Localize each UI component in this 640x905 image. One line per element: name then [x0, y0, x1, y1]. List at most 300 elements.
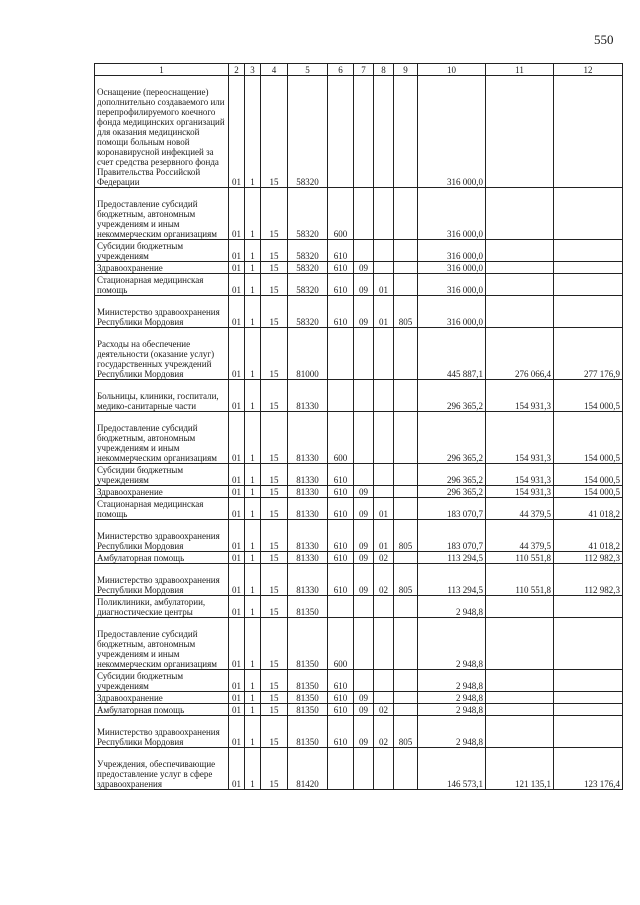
row-value-cell: 15 [261, 262, 288, 274]
row-value-cell: 81350 [288, 704, 328, 716]
row-value-cell [354, 412, 374, 464]
row-name-cell: Предоставление субсидий бюджетным, автономным учреждениям и иным некоммерческим организациям [95, 618, 229, 670]
row-value-cell [374, 380, 394, 412]
row-value-cell [554, 262, 623, 274]
row-value-cell: 01 [229, 704, 245, 716]
row-value-cell: 81330 [288, 520, 328, 552]
row-value-cell: 113 294,5 [418, 552, 486, 564]
table-row [95, 748, 623, 790]
row-value-cell: 01 [229, 380, 245, 412]
row-value-cell: 610 [328, 498, 354, 520]
row-value-cell: 15 [261, 564, 288, 596]
row-value-cell: 805 [394, 520, 418, 552]
row-value-cell: 15 [261, 328, 288, 380]
row-value-cell: 15 [261, 520, 288, 552]
row-name-cell: Больницы, клиники, госпитали, медико-санитарные части [95, 380, 229, 412]
row-value-cell: 09 [354, 704, 374, 716]
row-value-cell: 15 [261, 618, 288, 670]
row-value-cell: 01 [374, 274, 394, 296]
row-value-cell [354, 328, 374, 380]
row-value-cell [554, 618, 623, 670]
row-value-cell: 1 [245, 564, 261, 596]
header-cell: 1 [95, 64, 229, 76]
row-value-cell [486, 76, 554, 188]
row-value-cell [394, 412, 418, 464]
row-value-cell: 805 [394, 564, 418, 596]
row-value-cell: 15 [261, 188, 288, 240]
row-value-cell: 01 [229, 486, 245, 498]
row-value-cell: 09 [354, 564, 374, 596]
table-row [95, 692, 623, 704]
row-value-cell: 58320 [288, 262, 328, 274]
row-value-cell: 09 [354, 262, 374, 274]
row-value-cell: 15 [261, 670, 288, 692]
header-cell: 3 [245, 64, 261, 76]
table-row [95, 498, 623, 520]
row-value-cell: 277 176,9 [554, 328, 623, 380]
row-value-cell: 09 [354, 552, 374, 564]
row-value-cell [374, 464, 394, 486]
row-value-cell: 81350 [288, 670, 328, 692]
row-value-cell: 1 [245, 262, 261, 274]
row-name-cell: Субсидии бюджетным учреждениям [95, 670, 229, 692]
row-value-cell: 81350 [288, 596, 328, 618]
row-value-cell: 15 [261, 704, 288, 716]
table-row [95, 564, 623, 596]
row-value-cell: 81330 [288, 552, 328, 564]
row-value-cell [354, 188, 374, 240]
row-value-cell: 154 931,3 [486, 486, 554, 498]
row-value-cell [374, 670, 394, 692]
row-value-cell: 15 [261, 748, 288, 790]
row-value-cell [554, 274, 623, 296]
row-name-cell: Министерство здравоохранения Республики Мордовия [95, 716, 229, 748]
row-value-cell: 01 [229, 520, 245, 552]
table-row [95, 76, 623, 188]
row-value-cell [554, 716, 623, 748]
row-value-cell [394, 76, 418, 188]
row-value-cell: 1 [245, 618, 261, 670]
row-value-cell: 81350 [288, 716, 328, 748]
row-value-cell: 09 [354, 296, 374, 328]
row-value-cell: 600 [328, 188, 354, 240]
row-value-cell: 02 [374, 704, 394, 716]
row-value-cell: 09 [354, 520, 374, 552]
row-value-cell: 09 [354, 498, 374, 520]
row-value-cell: 01 [229, 692, 245, 704]
row-value-cell [394, 486, 418, 498]
row-value-cell: 1 [245, 692, 261, 704]
row-name-cell: Здравоохранение [95, 262, 229, 274]
row-value-cell: 445 887,1 [418, 328, 486, 380]
row-value-cell: 15 [261, 464, 288, 486]
row-value-cell: 1 [245, 240, 261, 262]
table-row [95, 716, 623, 748]
row-value-cell: 81330 [288, 564, 328, 596]
row-value-cell: 110 551,8 [486, 564, 554, 596]
table-row [95, 704, 623, 716]
row-value-cell [486, 716, 554, 748]
row-value-cell: 1 [245, 596, 261, 618]
row-name-cell: Оснащение (переоснащение) дополнительно создаваемого или перепрофилируемого коечного фонда медицинских организаций для оказания медицинской помощи больным новой коронавирусной инфекцией за счет средства резервного фонда Правительства Российской Федерации [95, 76, 229, 188]
row-name-cell: Субсидии бюджетным учреждениям [95, 464, 229, 486]
row-value-cell [394, 692, 418, 704]
row-value-cell [354, 240, 374, 262]
row-value-cell [354, 464, 374, 486]
header-cell: 11 [486, 64, 554, 76]
table-row [95, 618, 623, 670]
row-value-cell: 316 000,0 [418, 188, 486, 240]
row-value-cell: 121 135,1 [486, 748, 554, 790]
row-value-cell: 610 [328, 262, 354, 274]
row-value-cell: 15 [261, 412, 288, 464]
row-value-cell: 610 [328, 486, 354, 498]
row-value-cell: 01 [374, 520, 394, 552]
row-value-cell: 01 [229, 498, 245, 520]
row-value-cell [328, 328, 354, 380]
row-value-cell [554, 76, 623, 188]
row-value-cell [554, 670, 623, 692]
row-value-cell [374, 486, 394, 498]
row-value-cell: 2 948,8 [418, 618, 486, 670]
row-value-cell: 1 [245, 716, 261, 748]
row-value-cell: 01 [229, 596, 245, 618]
row-value-cell: 316 000,0 [418, 240, 486, 262]
row-value-cell: 01 [229, 552, 245, 564]
row-value-cell [394, 552, 418, 564]
row-name-cell: Субсидии бюджетным учреждениям [95, 240, 229, 262]
row-value-cell [394, 464, 418, 486]
row-value-cell [374, 262, 394, 274]
row-name-cell: Амбулаторная помощь [95, 552, 229, 564]
table-row [95, 274, 623, 296]
row-value-cell [554, 692, 623, 704]
row-value-cell: 81000 [288, 328, 328, 380]
row-value-cell: 600 [328, 412, 354, 464]
row-value-cell: 2 948,8 [418, 670, 486, 692]
row-value-cell: 58320 [288, 296, 328, 328]
row-value-cell [394, 596, 418, 618]
row-value-cell: 81330 [288, 464, 328, 486]
row-value-cell: 15 [261, 380, 288, 412]
row-value-cell: 58320 [288, 274, 328, 296]
row-value-cell [394, 748, 418, 790]
row-value-cell: 01 [229, 412, 245, 464]
row-value-cell: 09 [354, 486, 374, 498]
row-value-cell: 2 948,8 [418, 716, 486, 748]
row-value-cell: 02 [374, 552, 394, 564]
row-value-cell: 01 [229, 670, 245, 692]
header-cell: 8 [374, 64, 394, 76]
row-value-cell [354, 76, 374, 188]
row-value-cell: 02 [374, 716, 394, 748]
row-name-cell: Стационарная медицинская помощь [95, 498, 229, 520]
row-value-cell: 296 365,2 [418, 412, 486, 464]
row-value-cell: 1 [245, 296, 261, 328]
row-name-cell: Здравоохранение [95, 486, 229, 498]
row-value-cell: 154 000,5 [554, 412, 623, 464]
row-value-cell: 610 [328, 240, 354, 262]
row-value-cell [374, 692, 394, 704]
row-value-cell: 316 000,0 [418, 274, 486, 296]
row-value-cell [394, 498, 418, 520]
row-value-cell [374, 748, 394, 790]
header-cell: 4 [261, 64, 288, 76]
table-row [95, 520, 623, 552]
row-value-cell: 1 [245, 274, 261, 296]
row-value-cell: 1 [245, 552, 261, 564]
row-value-cell: 01 [229, 188, 245, 240]
budget-table [94, 63, 623, 790]
row-value-cell: 15 [261, 596, 288, 618]
row-value-cell: 112 982,3 [554, 564, 623, 596]
row-value-cell: 1 [245, 670, 261, 692]
row-value-cell [486, 188, 554, 240]
row-value-cell [486, 596, 554, 618]
row-name-cell: Министерство здравоохранения Республики Мордовия [95, 520, 229, 552]
row-value-cell: 01 [229, 618, 245, 670]
row-value-cell [354, 380, 374, 412]
row-value-cell: 15 [261, 486, 288, 498]
table-row [95, 552, 623, 564]
table-row [95, 464, 623, 486]
row-value-cell: 09 [354, 716, 374, 748]
row-value-cell: 1 [245, 412, 261, 464]
row-value-cell: 15 [261, 274, 288, 296]
row-value-cell: 610 [328, 716, 354, 748]
row-value-cell: 15 [261, 716, 288, 748]
row-name-cell: Амбулаторная помощь [95, 704, 229, 716]
row-name-cell: Предоставление субсидий бюджетным, автономным учреждениям и иным некоммерческим организациям [95, 412, 229, 464]
row-value-cell: 1 [245, 76, 261, 188]
row-value-cell: 09 [354, 274, 374, 296]
row-value-cell: 610 [328, 552, 354, 564]
table-row [95, 240, 623, 262]
row-value-cell: 1 [245, 188, 261, 240]
row-name-cell: Здравоохранение [95, 692, 229, 704]
row-value-cell: 154 000,5 [554, 464, 623, 486]
row-value-cell: 01 [229, 296, 245, 328]
row-value-cell [554, 188, 623, 240]
row-value-cell [486, 670, 554, 692]
header-cell: 6 [328, 64, 354, 76]
row-value-cell: 01 [229, 240, 245, 262]
row-value-cell: 81350 [288, 692, 328, 704]
row-value-cell: 154 931,3 [486, 464, 554, 486]
header-cell: 7 [354, 64, 374, 76]
row-value-cell: 805 [394, 716, 418, 748]
row-value-cell [394, 240, 418, 262]
row-value-cell: 610 [328, 464, 354, 486]
row-value-cell: 81420 [288, 748, 328, 790]
row-value-cell: 81330 [288, 380, 328, 412]
row-value-cell: 276 066,4 [486, 328, 554, 380]
row-value-cell: 610 [328, 520, 354, 552]
row-value-cell [554, 596, 623, 618]
row-value-cell [354, 748, 374, 790]
row-value-cell: 15 [261, 552, 288, 564]
row-value-cell [328, 748, 354, 790]
row-value-cell: 123 176,4 [554, 748, 623, 790]
row-value-cell: 01 [229, 76, 245, 188]
row-value-cell: 154 931,3 [486, 380, 554, 412]
row-name-cell: Министерство здравоохранения Республики Мордовия [95, 564, 229, 596]
row-value-cell: 110 551,8 [486, 552, 554, 564]
row-value-cell [354, 596, 374, 618]
row-value-cell [394, 188, 418, 240]
row-value-cell: 81330 [288, 486, 328, 498]
row-value-cell [374, 76, 394, 188]
row-value-cell [374, 328, 394, 380]
row-value-cell [486, 262, 554, 274]
row-value-cell: 58320 [288, 240, 328, 262]
table-row [95, 380, 623, 412]
row-value-cell [394, 274, 418, 296]
row-value-cell [486, 692, 554, 704]
row-value-cell: 805 [394, 296, 418, 328]
row-value-cell: 01 [229, 748, 245, 790]
row-name-cell: Стационарная медицинская помощь [95, 274, 229, 296]
row-value-cell: 81350 [288, 618, 328, 670]
row-value-cell: 15 [261, 240, 288, 262]
row-value-cell: 610 [328, 704, 354, 716]
row-value-cell: 154 000,5 [554, 380, 623, 412]
row-value-cell: 1 [245, 464, 261, 486]
row-value-cell: 01 [229, 716, 245, 748]
row-value-cell: 316 000,0 [418, 76, 486, 188]
row-name-cell: Предоставление субсидий бюджетным, автономным учреждениям и иным некоммерческим организациям [95, 188, 229, 240]
row-value-cell: 81330 [288, 498, 328, 520]
row-value-cell: 296 365,2 [418, 464, 486, 486]
row-value-cell: 44 379,5 [486, 520, 554, 552]
row-value-cell: 58320 [288, 76, 328, 188]
row-value-cell: 1 [245, 486, 261, 498]
row-value-cell: 183 070,7 [418, 498, 486, 520]
row-value-cell: 01 [374, 296, 394, 328]
table-row [95, 188, 623, 240]
row-value-cell [554, 296, 623, 328]
row-value-cell: 01 [229, 464, 245, 486]
row-value-cell: 15 [261, 498, 288, 520]
row-value-cell: 610 [328, 296, 354, 328]
row-value-cell: 1 [245, 748, 261, 790]
row-value-cell: 02 [374, 564, 394, 596]
table-body [95, 64, 623, 790]
row-value-cell: 154 931,3 [486, 412, 554, 464]
row-name-cell: Учреждения, обеспечивающие предоставление услуг в сфере здравоохранения [95, 748, 229, 790]
row-value-cell: 610 [328, 670, 354, 692]
page-number: 550 [594, 32, 614, 47]
table-row [95, 412, 623, 464]
header-cell: 2 [229, 64, 245, 76]
row-value-cell: 15 [261, 296, 288, 328]
row-value-cell [374, 188, 394, 240]
row-value-cell: 296 365,2 [418, 380, 486, 412]
row-name-cell: Поликлиники, амбулатории, диагностические центры [95, 596, 229, 618]
row-value-cell: 01 [229, 262, 245, 274]
row-value-cell: 296 365,2 [418, 486, 486, 498]
row-value-cell: 01 [229, 564, 245, 596]
row-value-cell: 09 [354, 692, 374, 704]
row-value-cell: 2 948,8 [418, 596, 486, 618]
row-value-cell: 1 [245, 704, 261, 716]
row-value-cell: 1 [245, 520, 261, 552]
row-value-cell [328, 76, 354, 188]
table-row [95, 670, 623, 692]
row-value-cell: 44 379,5 [486, 498, 554, 520]
row-name-cell: Расходы на обеспечение деятельности (оказание услуг) государственных учреждений Республики Мордовия [95, 328, 229, 380]
row-value-cell [394, 262, 418, 274]
row-value-cell: 112 982,3 [554, 552, 623, 564]
row-value-cell: 15 [261, 76, 288, 188]
row-value-cell [394, 328, 418, 380]
row-value-cell [374, 596, 394, 618]
row-value-cell [374, 618, 394, 670]
table-row [95, 596, 623, 618]
header-cell: 10 [418, 64, 486, 76]
row-value-cell: 610 [328, 274, 354, 296]
row-value-cell: 183 070,7 [418, 520, 486, 552]
row-value-cell: 41 018,2 [554, 520, 623, 552]
row-value-cell [394, 618, 418, 670]
row-value-cell: 01 [229, 274, 245, 296]
row-value-cell: 41 018,2 [554, 498, 623, 520]
row-value-cell [394, 670, 418, 692]
row-value-cell [354, 670, 374, 692]
row-value-cell [486, 240, 554, 262]
row-value-cell [374, 240, 394, 262]
row-name-cell: Министерство здравоохранения Республики Мордовия [95, 296, 229, 328]
table-row [95, 486, 623, 498]
row-value-cell: 15 [261, 692, 288, 704]
row-value-cell [354, 618, 374, 670]
row-value-cell: 146 573,1 [418, 748, 486, 790]
table-row [95, 262, 623, 274]
row-value-cell: 1 [245, 380, 261, 412]
row-value-cell [554, 704, 623, 716]
header-row [95, 64, 623, 76]
row-value-cell: 610 [328, 692, 354, 704]
table-row [95, 328, 623, 380]
row-value-cell [486, 274, 554, 296]
row-value-cell: 154 000,5 [554, 486, 623, 498]
table-row [95, 296, 623, 328]
row-value-cell: 316 000,0 [418, 262, 486, 274]
row-value-cell: 2 948,8 [418, 704, 486, 716]
row-value-cell [328, 596, 354, 618]
header-cell: 9 [394, 64, 418, 76]
header-cell: 5 [288, 64, 328, 76]
row-value-cell [486, 296, 554, 328]
row-value-cell: 1 [245, 498, 261, 520]
row-value-cell: 58320 [288, 188, 328, 240]
row-value-cell: 610 [328, 564, 354, 596]
row-value-cell [486, 704, 554, 716]
row-value-cell [394, 380, 418, 412]
row-value-cell [374, 412, 394, 464]
row-value-cell [328, 380, 354, 412]
row-value-cell [554, 240, 623, 262]
row-value-cell: 81330 [288, 412, 328, 464]
header-cell: 12 [554, 64, 623, 76]
row-value-cell [394, 704, 418, 716]
row-value-cell: 600 [328, 618, 354, 670]
row-value-cell: 113 294,5 [418, 564, 486, 596]
row-value-cell: 2 948,8 [418, 692, 486, 704]
row-value-cell [486, 618, 554, 670]
row-value-cell: 1 [245, 328, 261, 380]
row-value-cell: 316 000,0 [418, 296, 486, 328]
